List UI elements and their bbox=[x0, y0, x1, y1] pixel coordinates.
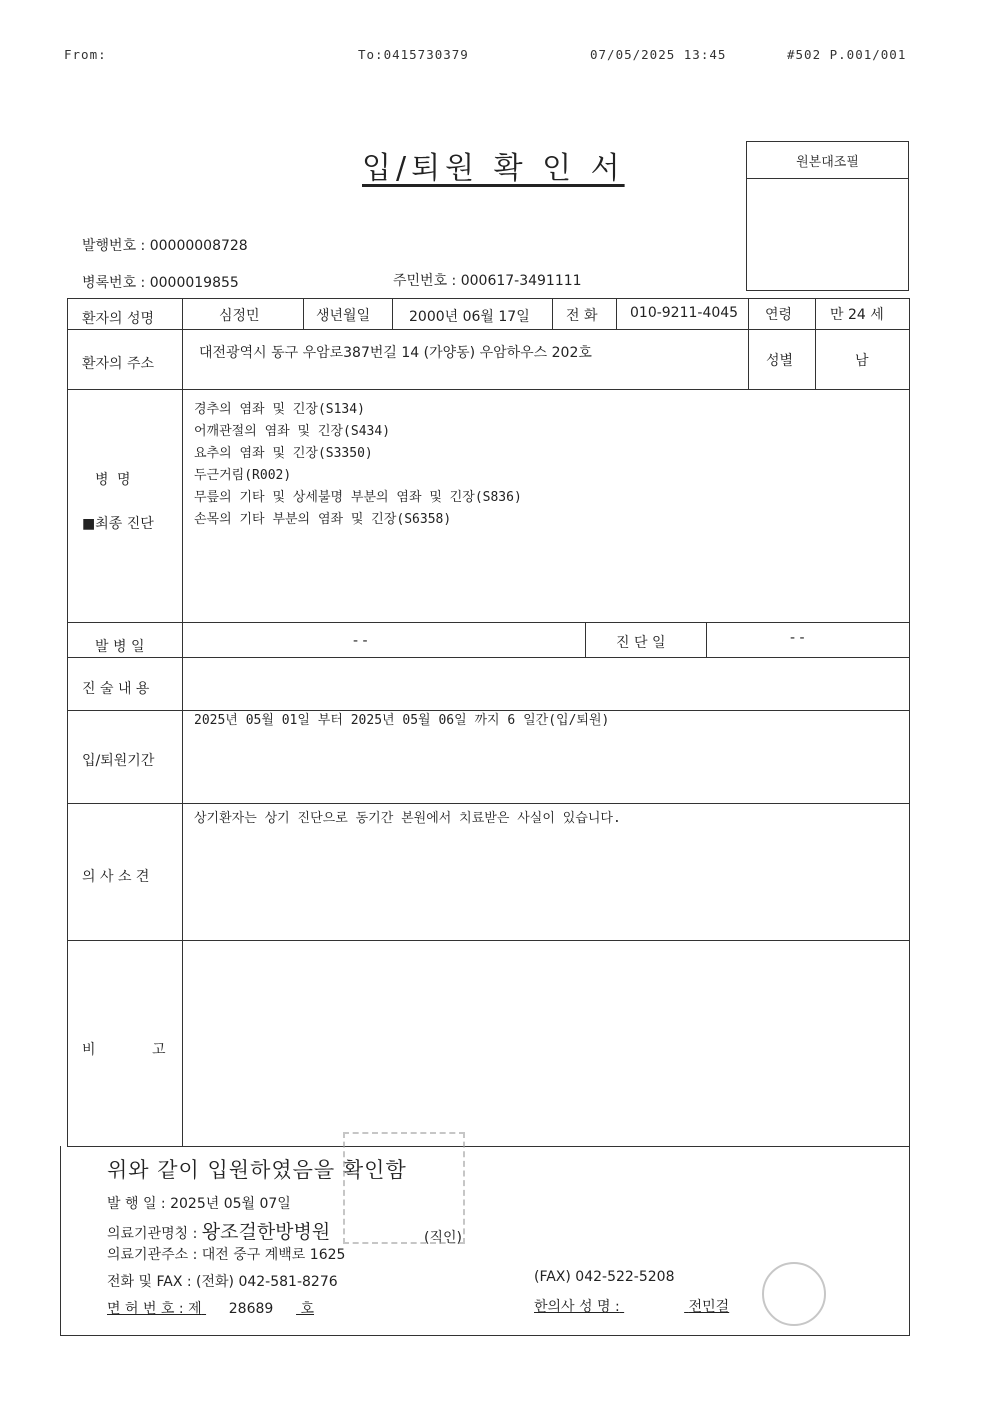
age-value: 만 24 세 bbox=[830, 307, 884, 323]
birth-date: 2000년 06월 17일 bbox=[409, 309, 530, 325]
sex-label: 성별 bbox=[766, 353, 794, 369]
diagnosis-line: 경추의 염좌 및 긴장(S134) bbox=[194, 402, 365, 417]
original-check-label: 원본대조필 bbox=[747, 142, 908, 179]
sex-value: 남 bbox=[855, 353, 869, 369]
contact-row bbox=[107, 1271, 338, 1291]
remarks-label-1: 비 bbox=[82, 1042, 96, 1058]
fax-page: #502 P.001/001 bbox=[787, 47, 907, 62]
diag-date-value: - - bbox=[790, 630, 805, 646]
diagnosis-line: 두근거림(R002) bbox=[194, 468, 292, 483]
address-label: 환자의 주소 bbox=[82, 356, 155, 372]
age-label: 연령 bbox=[765, 307, 793, 323]
institution-address: 대전 중구 계백로 1625 bbox=[201, 1247, 346, 1263]
diagnosis-line: 요추의 염좌 및 긴장(S3350) bbox=[194, 446, 373, 461]
fax-number: (FAX) 042-522-5208 bbox=[534, 1269, 675, 1285]
onset-label: 발 병 일 bbox=[95, 639, 145, 655]
license-number: 28689 bbox=[228, 1301, 274, 1317]
hospital-seal-stamp bbox=[343, 1132, 465, 1244]
issue-date-row bbox=[107, 1193, 291, 1213]
onset-value: - - bbox=[353, 633, 368, 649]
diagnosis-list bbox=[194, 399, 522, 531]
issue-number bbox=[82, 235, 248, 255]
diagnosis-line: 무릎의 기타 및 상세불명 부분의 염좌 및 긴장(S836) bbox=[194, 490, 522, 505]
resident-number-value: 000617-3491111 bbox=[460, 273, 582, 289]
contact-label: 전화 및 FAX : bbox=[107, 1274, 192, 1290]
issue-date-value: 2025년 05월 07일 bbox=[170, 1196, 291, 1212]
seal-text: (직인) bbox=[424, 1230, 462, 1246]
diag-date-label: 진 단 일 bbox=[616, 635, 666, 651]
institution-name-label: 의료기관명칭 : bbox=[107, 1226, 198, 1242]
diagnosis-label: 병 명 bbox=[95, 472, 133, 488]
patient-name-label: 환자의 성명 bbox=[82, 311, 155, 327]
fax-datetime: 07/05/2025 13:45 bbox=[590, 47, 727, 62]
issue-number-label: 발행번호 : bbox=[82, 238, 146, 254]
institution-address-row bbox=[107, 1244, 345, 1264]
opinion-label: 의 사 소 견 bbox=[82, 869, 150, 885]
original-check-box bbox=[746, 141, 909, 291]
phone-number: 010-9211-4045 bbox=[630, 305, 739, 321]
issue-number-value: 00000008728 bbox=[149, 238, 248, 254]
opinion-value: 상기환자는 상기 진단으로 동기간 본원에서 치료받은 사실이 있습니다. bbox=[194, 811, 621, 826]
doctor-row bbox=[534, 1296, 729, 1316]
record-number-value: 0000019855 bbox=[149, 275, 239, 291]
fax-from: From: bbox=[64, 47, 107, 62]
license-label: 면 허 번 호 : 제 bbox=[107, 1301, 202, 1317]
period-value: 2025년 05월 01일 부터 2025년 05월 06일 까지 6 일간(입/퇴원) bbox=[194, 713, 610, 728]
resident-number bbox=[393, 270, 582, 290]
remarks-label-2: 고 bbox=[152, 1042, 166, 1058]
telephone: (전화) 042-581-8276 bbox=[196, 1274, 338, 1290]
record-number bbox=[82, 272, 239, 292]
doctor-label: 한의사 성 명 : bbox=[534, 1299, 620, 1315]
page-title: 입/퇴원 확 인 서 bbox=[362, 151, 625, 186]
license-suffix: 호 bbox=[300, 1301, 315, 1317]
patient-address: 대전광역시 동구 우암로387번길 14 (가양동) 우암하우스 202호 bbox=[199, 345, 592, 361]
resident-number-label: 주민번호 : bbox=[393, 273, 457, 289]
license-row bbox=[107, 1298, 314, 1318]
institution-address-label: 의료기관주소 : bbox=[107, 1247, 198, 1263]
doctor-seal-stamp bbox=[762, 1262, 826, 1326]
birth-label: 생년월일 bbox=[316, 308, 371, 324]
record-number-label: 병록번호 : bbox=[82, 275, 146, 291]
patient-name: 심정민 bbox=[219, 308, 260, 324]
issue-date-label: 발 행 일 : bbox=[107, 1196, 166, 1212]
final-diagnosis-label: ■최종 진단 bbox=[82, 516, 154, 532]
fax-to: To:0415730379 bbox=[358, 47, 469, 62]
statement-label: 진 술 내 용 bbox=[82, 681, 150, 697]
institution-name-row bbox=[107, 1217, 330, 1244]
confirm-statement: 위와 같이 입원하였음을 확인함 bbox=[107, 1158, 407, 1182]
doctor-name: 전민걸 bbox=[688, 1299, 730, 1315]
institution-name: 왕조걸한방병원 bbox=[201, 1221, 331, 1243]
diagnosis-line: 손목의 기타 부분의 염좌 및 긴장(S6358) bbox=[194, 512, 452, 527]
diagnosis-line: 어깨관절의 염좌 및 긴장(S434) bbox=[194, 424, 391, 439]
phone-label: 전 화 bbox=[566, 308, 598, 324]
period-label: 입/퇴원기간 bbox=[82, 753, 155, 769]
